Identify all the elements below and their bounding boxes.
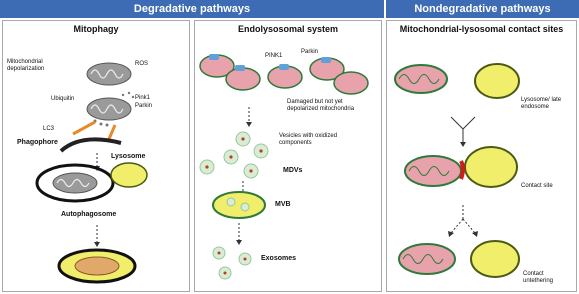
- vesicles: [200, 132, 268, 178]
- mitochondrion-3: [399, 244, 455, 274]
- label-vesicles: Vesicles with oxidized components: [279, 133, 338, 146]
- phagophore-membrane: [61, 139, 121, 151]
- label-phagophore: Phagophore: [17, 139, 58, 146]
- endolysosomal-illustration: [195, 21, 383, 293]
- mitochondrion-2: [405, 156, 461, 186]
- tagged-mitochondrion: [87, 98, 131, 120]
- panel-title: Mitophagy: [73, 24, 119, 34]
- label-lc3: LC3: [43, 126, 55, 132]
- label-pink1: Pink1: [135, 95, 151, 101]
- panel-contact-sites: [386, 20, 577, 292]
- lysosome-3: [471, 241, 519, 277]
- label-ros: ROS: [135, 61, 149, 67]
- panel-title: Mitochondrial-lysosomal contact sites: [399, 24, 564, 34]
- exosomes: [213, 247, 251, 279]
- label-pink1: PINK1: [265, 53, 283, 59]
- label-autophagosome: Autophagosome: [61, 211, 117, 218]
- lysosome-2: [465, 147, 517, 187]
- lysosome-1: [475, 64, 519, 98]
- label-lysosome-late-endosome: Lysosome/ late endosome: [521, 97, 562, 110]
- label-lysosome: Lysosome: [111, 153, 146, 160]
- label-exosomes: Exosomes: [261, 255, 297, 262]
- panel-mitophagy: [2, 20, 190, 292]
- depolarized-mitochondrion: [87, 63, 131, 85]
- header-degradative: Degradative pathways: [0, 0, 384, 18]
- label-parkin: Parkin: [135, 103, 153, 109]
- damaged-mitochondria: [200, 54, 368, 94]
- label-ubiquitin: Ubiquitin: [51, 96, 75, 102]
- mitochondrion-1: [395, 65, 447, 93]
- label-mdvs: MDVs: [283, 167, 303, 174]
- panel-title: Endolysosomal system: [237, 24, 339, 34]
- label-contact-untethering: Contact untethering: [523, 271, 554, 284]
- lc3-connector: [73, 122, 95, 134]
- contact-sites-illustration: [387, 21, 578, 293]
- label-parkin: Parkin: [301, 49, 319, 55]
- label-depolarization: Mitochondrial depolarization: [7, 59, 45, 72]
- panel-endolysosomal: [194, 20, 382, 292]
- contact-point: [461, 161, 463, 179]
- label-contact-site: Contact site: [521, 183, 553, 189]
- header-nondegradative: Nondegradative pathways: [386, 0, 579, 18]
- mvb: [213, 192, 265, 218]
- label-damaged-mitochondria: Damaged but not yet depolarized mitochondria: [287, 99, 355, 112]
- lysosome: [111, 163, 147, 187]
- label-mvb: MVB: [275, 201, 291, 208]
